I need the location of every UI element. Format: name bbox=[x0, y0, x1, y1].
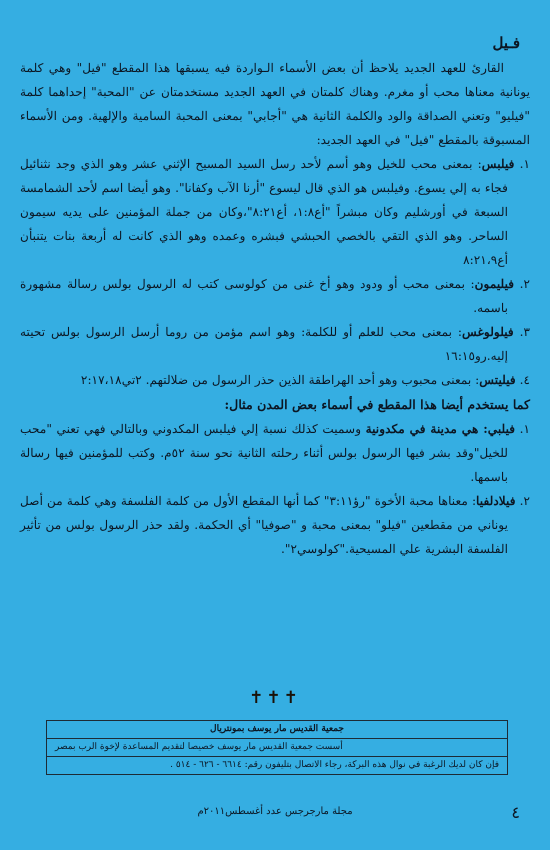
item-number: ١. bbox=[519, 157, 531, 171]
item-text: : معناها محبة الأخوة "رؤ٣:١١" كما أنها المقطع الأول من كلمة الفلسفة وهي كلمة من أصل يوناني من مقطعين "فيلو" بمعنى محبة و "صوفيا" أي الحكمة. ولقد حذر الرسول بولس من تأثير الفلسفة البشرية علي المسيحية."كولوسي٢". bbox=[20, 494, 508, 556]
list-item bbox=[20, 152, 530, 272]
list-item bbox=[20, 320, 530, 368]
notice-line-1: أسست جمعية القديس مار يوسف خصيصا لتقديم المساعدة لإخوة الرب بمصر bbox=[47, 739, 507, 757]
notice-header: جمعية القديس مار يوسف بمونتريال bbox=[47, 721, 507, 739]
item-name: فيليتس bbox=[479, 373, 516, 387]
cities-subheading: كما يستخدم أيضا هذا المقطع في أسماء بعض المدن مثال: bbox=[224, 397, 530, 412]
item-text: : بمعنى محب للعلم أو للكلمة: وهو اسم مؤمن من روما أرسل الرسول بولس تحيته إليه.رو١٦:١٥ bbox=[20, 325, 508, 363]
item-number: ٢. bbox=[519, 277, 530, 291]
item-text: وسميت كذلك نسبة إلي فيلبس المكدوني وبالتالي فهي تعني "محب للخيل"وقد بشر فيها الرسول بولس أثناء رحلته الثانية نحو سنة ٥٢م. وكتب للمؤمنين فيها رسالة باسمها. bbox=[20, 422, 508, 484]
item-number: ١. bbox=[519, 422, 531, 436]
item-text: : بمعنى محب للخيل وهو أسم لأحد رسل السيد المسيح الإثني عشر وهو الذي وجد نثنائيل فجاء به إلي يسوع. وفيلبس هو الذي قال ليسوع "أرنا الآب وكفانا". وهو أيضا اسم لأحد الشمامسة السبعة في أورشليم وكان مبشراً "أع١:٨، أع٨:٢١"،وكان من جملة المؤمنين على يديه سيمون الساحر. وهو الذي التقي بالخصي الحبشي فبشره وعمده وهو الذي كانت له أربعة بنات يتنبأن أع٨:٢١،٩ bbox=[20, 157, 508, 267]
item-number: ٣. bbox=[519, 325, 531, 339]
list-item bbox=[20, 272, 530, 320]
item-number: ٢. bbox=[519, 494, 531, 508]
notice-line-2: فإن كان لديك الرغبة في نوال هذه البركة، رجاء الاتصال بتليفون رقم: ٦٦١٤ - ٦٢٦ - ٥١٤ . bbox=[170, 760, 499, 770]
item-name: فيلبي: هي مدينة في مكدونية bbox=[365, 422, 516, 436]
cross-icons: ✝✝✝ bbox=[249, 688, 301, 708]
list-item bbox=[20, 489, 530, 561]
footer-text: مجلة مارجرجس عدد أغسطس٢٠١١م bbox=[197, 806, 353, 817]
item-number: ٤. bbox=[519, 373, 530, 387]
item-name: فيلولوغس bbox=[462, 325, 514, 339]
page-number: ٤ bbox=[511, 803, 520, 822]
article-title: فـيل bbox=[492, 34, 520, 52]
list-item bbox=[20, 368, 530, 392]
item-text: : بمعنى محب أو ودود وهو أخ غنى من كولوسى كتب له الرسول بولس رسالة مشهورة باسمه. bbox=[20, 277, 508, 315]
item-name: فيليمون bbox=[474, 277, 515, 291]
article bbox=[20, 34, 530, 561]
item-name: فيلادلفيا bbox=[476, 494, 516, 508]
society-notice-box bbox=[46, 720, 508, 775]
item-name: فيلبس bbox=[481, 157, 515, 171]
item-text: : بمعنى محبوب وهو أحد الهراطقة الذين حذر الرسول من ضلالتهم. ٢تي٢:١٧،١٨ bbox=[80, 373, 480, 387]
intro-paragraph: القارئ للعهد الجديد يلاحظ أن بعض الأسماء الـواردة فيه يسبقها هذا المقطع "فيل" وهي كلمة يونانية معناها محب أو مغرم. وهناك كلمتان في العهد الجديد مستخدمتان عن "المحبة" إحداهما كلمة "فيليو" وتعني الصداقة والود والكلمة الثانية هي "أجابي" بمعنى المحبة السامية والإلهية. ومن الأسماء المسبوقة بالمقطع "فيل" في العهد الجديد: bbox=[20, 61, 530, 147]
list-item bbox=[20, 417, 530, 489]
